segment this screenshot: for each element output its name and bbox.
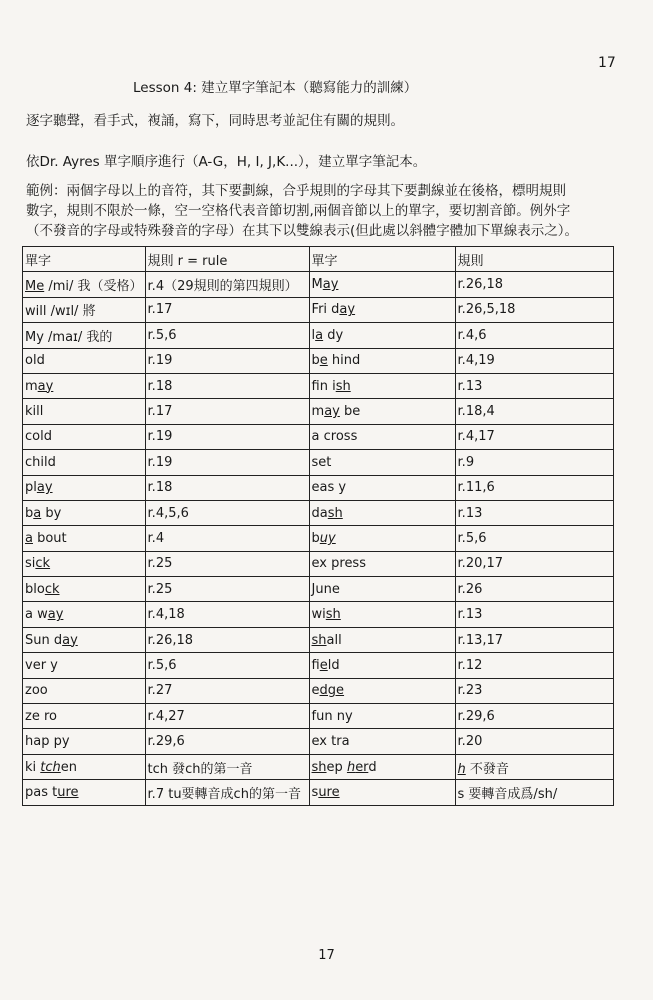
header-rule-2: 規則 <box>455 247 613 272</box>
word-segment: da <box>311 505 328 521</box>
word-segment: by <box>41 505 62 521</box>
word-segment: m <box>311 404 325 420</box>
rule-cell: r.20,17 <box>455 551 613 576</box>
word-cell <box>309 577 455 602</box>
word-rule-table <box>22 246 614 806</box>
rule-cell: r.19 <box>145 424 309 449</box>
rule-cell: r.13,17 <box>455 627 613 652</box>
word-segment: a <box>315 327 324 343</box>
word-segment: w <box>32 607 48 623</box>
rule-cell: r.17 <box>145 297 309 322</box>
table-row <box>23 577 614 602</box>
word-segment: si <box>25 556 36 572</box>
word-segment: a <box>33 505 42 521</box>
word-cell <box>23 602 146 627</box>
word-cell <box>309 627 455 652</box>
word-segment: s <box>311 784 319 800</box>
rule-cell: r.26,5,18 <box>455 297 613 322</box>
word-segment: be <box>339 404 361 420</box>
word-segment: b <box>311 353 320 369</box>
word-cell <box>23 373 146 398</box>
word-segment: f <box>311 657 320 673</box>
rule-cell: r.4,18 <box>145 602 309 627</box>
word-segment: eas y <box>311 480 347 496</box>
rule-cell: r.19 <box>145 348 309 373</box>
table-body <box>23 272 614 805</box>
word-segment: old <box>25 353 45 369</box>
word-segment: sh <box>327 505 343 521</box>
example-line-3: （不發音的字母或特殊發音的字母）在其下以雙線表示(但此處以斜體字體加下單線表示之）。 <box>26 223 579 239</box>
word-cell <box>309 475 455 500</box>
word-cell <box>309 450 455 475</box>
rule-cell: r.23 <box>455 678 613 703</box>
word-segment: ure <box>57 784 79 800</box>
rule-cell: r.18,4 <box>455 399 613 424</box>
table-header-row <box>23 247 614 272</box>
word-cell <box>23 754 146 779</box>
word-segment: child <box>25 454 56 470</box>
word-segment: a <box>25 530 33 546</box>
rule-cell: r.11,6 <box>455 475 613 500</box>
rule-cell: r.13 <box>455 500 613 525</box>
header-word-2: 單字 <box>309 247 455 272</box>
word-cell <box>23 323 146 348</box>
table-row <box>23 653 614 678</box>
table-row <box>23 500 614 525</box>
word-cell <box>23 475 146 500</box>
table-row <box>23 526 614 551</box>
word-segment: h <box>346 759 356 775</box>
word-segment: dy <box>323 327 344 343</box>
word-segment: ep <box>326 759 347 775</box>
word-cell <box>309 297 455 322</box>
word-cell <box>23 424 146 449</box>
table-row <box>23 424 614 449</box>
rule-cell: r.4,6 <box>455 323 613 348</box>
word-segment: fun ny <box>311 708 353 724</box>
word-cell <box>23 500 146 525</box>
word-segment: sh <box>325 607 341 623</box>
rule-cell: r.18 <box>145 475 309 500</box>
rule-cell <box>455 754 613 779</box>
word-cell <box>309 373 455 398</box>
word-segment: b <box>311 530 320 546</box>
word-cell <box>23 450 146 475</box>
word-segment: /mi/ 我（受格） <box>44 279 143 295</box>
table-row <box>23 297 614 322</box>
word-segment: ay <box>339 302 356 318</box>
word-segment: ck <box>35 556 51 572</box>
word-segment: ay <box>37 378 54 394</box>
word-cell <box>309 653 455 678</box>
word-cell: be hind <box>309 348 455 373</box>
rule-cell: r.4（29規則的第四規則） <box>145 272 309 297</box>
word-segment: a <box>25 607 33 623</box>
word-cell <box>23 627 146 652</box>
word-cell <box>309 704 455 729</box>
word-segment: l <box>311 327 316 343</box>
word-cell <box>23 653 146 678</box>
rule-cell: r.20 <box>455 729 613 754</box>
word-segment: all <box>326 632 342 648</box>
word-segment: b <box>25 505 34 521</box>
word-cell <box>23 551 146 576</box>
word-segment: Sun d <box>25 632 63 648</box>
instruction-paragraph-1: 逐字聽聲，看手式，複誦，寫下，同時思考並記住有關的規則。 <box>26 113 404 129</box>
rule-cell: r.4,19 <box>455 348 613 373</box>
word-segment: ki <box>25 759 41 775</box>
word-cell <box>23 577 146 602</box>
word-cell <box>23 297 146 322</box>
word-segment: en <box>60 759 78 775</box>
table-row <box>23 373 614 398</box>
word-segment: Fri d <box>311 302 340 318</box>
word-segment: sh <box>311 632 327 648</box>
rule-cell: r.4,27 <box>145 704 309 729</box>
word-segment: fin i <box>311 378 336 394</box>
word-segment: sh <box>335 378 351 394</box>
word-cell <box>23 678 146 703</box>
word-cell <box>23 704 146 729</box>
word-segment: ure <box>318 784 340 800</box>
table-row <box>23 704 614 729</box>
word-segment: dge <box>319 683 345 699</box>
word-segment: will /wɪl/ 將 <box>25 304 96 320</box>
rule-cell: r.26,18 <box>455 272 613 297</box>
rule-cell: r.12 <box>455 653 613 678</box>
instruction-paragraph-2: 依Dr. Ayres 單字順序進行（A-G，H, I, J,K...），建立單字筆記本。 <box>26 154 427 170</box>
table-row <box>23 780 614 805</box>
rule-cell: r.27 <box>145 678 309 703</box>
word-segment: blo <box>25 581 45 597</box>
word-cell <box>309 424 455 449</box>
word-cell <box>309 678 455 703</box>
word-segment: wi <box>311 607 326 623</box>
word-segment: cold <box>25 429 52 445</box>
word-cell <box>309 399 455 424</box>
table-row <box>23 323 614 348</box>
rule-cell: r.26 <box>455 577 613 602</box>
word-segment: ay <box>47 607 64 623</box>
rule-cell: r.17 <box>145 399 309 424</box>
table-row <box>23 754 614 779</box>
word-segment: d <box>368 759 377 775</box>
word-cell <box>309 500 455 525</box>
example-line-1: 範例：兩個字母以上的音符，其下要劃線，合乎規則的字母其下要劃線並在後格，標明規則 <box>26 183 566 199</box>
rule-cell: r.9 <box>455 450 613 475</box>
word-segment: M <box>311 277 323 293</box>
word-segment: ver y <box>25 657 58 673</box>
word-segment: hap py <box>25 734 70 750</box>
example-paragraph <box>26 181 578 241</box>
word-cell <box>309 551 455 576</box>
rule-cell: r.18 <box>145 373 309 398</box>
example-line-2: 數字，規則不限於一條，空一空格代表音節切割,兩個音節以上的單字，要切割音節。例外字 <box>26 203 571 219</box>
word-segment: My /maɪ/ 我的 <box>25 329 113 345</box>
word-cell <box>23 780 146 805</box>
word-cell <box>309 323 455 348</box>
word-segment: ex press <box>311 556 366 572</box>
word-segment: ay <box>62 632 78 648</box>
table-row <box>23 399 614 424</box>
word-cell <box>23 272 146 297</box>
rule-cell: r.7 tu要轉音成ch的第一音 <box>145 780 309 805</box>
lesson-title: Lesson 4: 建立單字筆記本（聽寫能力的訓練） <box>133 80 418 96</box>
table-row <box>23 450 614 475</box>
word-cell <box>23 348 146 373</box>
page-number-top: 17 <box>598 55 616 71</box>
word-segment: pl <box>25 480 37 496</box>
word-cell <box>309 272 455 297</box>
word-segment: set <box>311 454 332 470</box>
rule-cell: r.4 <box>145 526 309 551</box>
table-row <box>23 678 614 703</box>
rule-cell: s 要轉音成爲/sh/ <box>455 780 613 805</box>
rule-cell: r.4,5,6 <box>145 500 309 525</box>
word-cell <box>309 526 455 551</box>
word-segment: ie <box>319 657 328 673</box>
page-number-bottom: 17 <box>318 948 335 963</box>
word-cell <box>309 729 455 754</box>
word-cell <box>23 526 146 551</box>
table-row <box>23 475 614 500</box>
header-word-1: 單字 <box>23 247 146 272</box>
word-segment: ld <box>327 657 340 673</box>
word-segment: e <box>319 353 328 369</box>
word-segment: June <box>311 581 340 597</box>
word-segment: uy <box>319 530 336 546</box>
table-row <box>23 729 614 754</box>
table-row <box>23 627 614 652</box>
rule-cell: r.26,18 <box>145 627 309 652</box>
rule-cell: r.25 <box>145 577 309 602</box>
word-segment: sh <box>311 759 327 775</box>
word-segment: a cross <box>311 429 358 445</box>
word-segment: Me <box>25 279 45 295</box>
word-segment: ay <box>324 404 340 420</box>
word-segment: h <box>457 761 466 777</box>
table-row <box>23 348 614 373</box>
rule-cell: r.4,17 <box>455 424 613 449</box>
rule-cell: r.5,6 <box>145 653 309 678</box>
word-segment: ay <box>322 277 339 293</box>
word-cell <box>309 602 455 627</box>
rule-cell: r.29,6 <box>455 704 613 729</box>
word-segment: pas t <box>25 784 58 800</box>
word-segment: er <box>355 759 369 775</box>
word-segment: ck <box>44 581 60 597</box>
word-segment: ex tra <box>311 734 350 750</box>
rule-cell: r.5,6 <box>145 323 309 348</box>
rule-cell: r.13 <box>455 602 613 627</box>
rule-cell: r.25 <box>145 551 309 576</box>
rule-cell: r.13 <box>455 373 613 398</box>
rule-cell: r.19 <box>145 450 309 475</box>
word-segment: ze ro <box>25 708 57 724</box>
rule-cell: r.29,6 <box>145 729 309 754</box>
word-cell <box>309 780 455 805</box>
word-cell <box>309 754 455 779</box>
word-segment: zoo <box>25 683 48 699</box>
header-rule-1: 規則 r = rule <box>145 247 309 272</box>
word-cell <box>23 729 146 754</box>
word-segment: 不發音 <box>465 761 509 777</box>
word-segment: m <box>25 378 38 394</box>
table-row <box>23 551 614 576</box>
word-cell <box>23 399 146 424</box>
rule-cell: r.5,6 <box>455 526 613 551</box>
word-segment: bout <box>32 530 67 546</box>
word-segment: ay <box>36 480 53 496</box>
table-row <box>23 272 614 297</box>
word-segment: e <box>311 683 320 699</box>
table-row <box>23 602 614 627</box>
word-segment: kill <box>25 404 44 420</box>
word-segment: tch <box>40 759 61 775</box>
rule-cell: tch 發ch的第一音 <box>145 754 309 779</box>
